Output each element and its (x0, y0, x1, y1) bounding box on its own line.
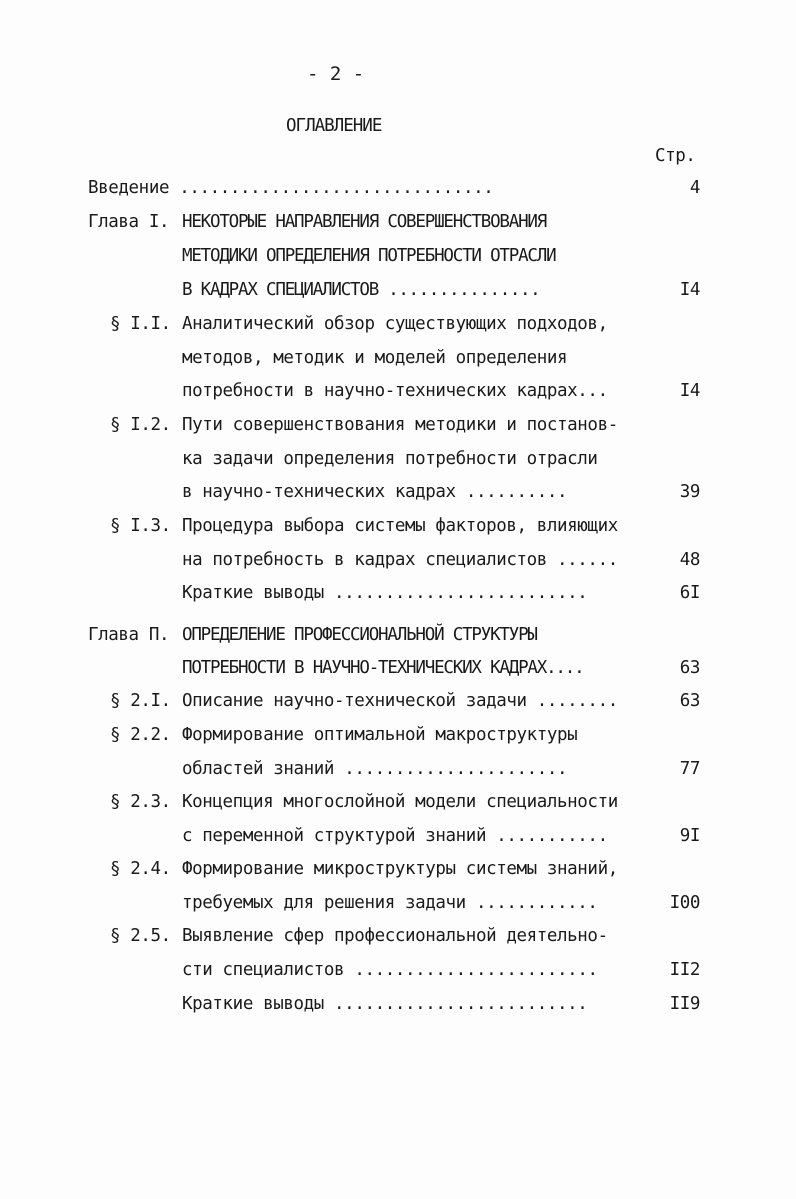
section-2-5-leader-dots: ........................ (354, 960, 598, 980)
summary1-entry (182, 583, 587, 603)
section-2-2-line1: Формирование оптимальной макроструктуры (182, 725, 578, 745)
summary1-leader-dots: ......................... (334, 583, 588, 603)
section-2-5-line2-text: сти специалистов (182, 960, 345, 980)
section-1-2-leader-dots: .......... (465, 482, 568, 502)
chapter1-label: Глава I. (88, 212, 170, 232)
chapter1-page: I4 (679, 280, 700, 300)
toc-title: ОГЛАВЛЕНИЕ (286, 116, 382, 136)
chapter1-title-line2: МЕТОДИКИ ОПРЕДЕЛЕНИЯ ПОТРЕБНОСТИ ОТРАСЛИ (182, 246, 556, 266)
toc-entry-intro (88, 178, 493, 198)
section-1-2-label: § I.2. (110, 415, 171, 435)
section-1-3-line1: Процедура выбора системы факторов, влияющих (182, 516, 618, 536)
section-2-4-line1: Формирование микроструктуры системы знаний, (182, 859, 618, 879)
section-2-1-line1: Описание научно-технической задачи ........ (182, 691, 618, 711)
section-2-4-page: I00 (669, 893, 700, 913)
section-2-5-line2 (182, 960, 598, 980)
section-2-2-label: § 2.2. (110, 725, 171, 745)
section-1-2-line2: ка задачи определения потребности отрасли (182, 449, 598, 469)
intro-leader-dots: ............................... (179, 178, 494, 198)
section-2-2-page: 77 (679, 759, 700, 779)
section-1-3-label: § I.3. (110, 516, 171, 536)
section-2-3-line1: Концепция многослойной модели специальности (182, 792, 618, 812)
summary2-text: Краткие выводы (182, 994, 324, 1014)
chapter2-label: Глава П. (88, 625, 170, 645)
chapter2-title-line1: ОПРЕДЕЛЕНИЕ ПРОФЕССИОНАЛЬНОЙ СТРУКТУРЫ (182, 625, 537, 645)
section-1-1-line1: Аналитический обзор существующих подходов, (182, 314, 608, 334)
section-1-1-line3: потребности в научно-технических кадрах... (182, 381, 608, 401)
intro-page: 4 (689, 178, 700, 198)
section-1-1-page: I4 (679, 381, 700, 401)
section-2-1-label: § 2.I. (110, 691, 171, 711)
section-2-2-line2-text: областей знаний (182, 759, 335, 779)
section-1-2-page: 39 (679, 482, 700, 502)
chapter1-title-line3 (182, 280, 540, 300)
summary2-entry (182, 994, 587, 1014)
section-1-3-line2: на потребность в кадрах специалистов ...... (182, 550, 618, 570)
summary2-page: II9 (669, 994, 700, 1014)
section-1-2-line1: Пути совершенствования методики и постанов- (182, 415, 618, 435)
chapter1-leader-dots: ............... (388, 280, 541, 300)
section-2-4-label: § 2.4. (110, 859, 171, 879)
chapter2-page: 63 (679, 658, 700, 678)
page-number: - 2 - (307, 63, 365, 85)
chapter1-title-line1: НЕКОТОРЫЕ НАПРАВЛЕНИЯ СОВЕРШЕНСТВОВАНИЯ (182, 212, 547, 232)
section-1-2-line3-text: в научно-технических кадрах (182, 482, 456, 502)
summary1-page: 6I (679, 583, 700, 603)
section-2-5-page: II2 (669, 960, 700, 980)
section-2-3-page: 9I (679, 826, 700, 846)
section-1-1-line2: методов, методик и моделей определения (182, 348, 568, 368)
section-2-5-label: § 2.5. (110, 926, 171, 946)
intro-label: Введение (88, 178, 170, 198)
section-2-1-page: 63 (679, 691, 700, 711)
section-2-3-line2: с переменной структурой знаний ........... (182, 826, 608, 846)
section-2-2-leader-dots: ...................... (344, 759, 568, 779)
summary1-text: Краткие выводы (182, 583, 324, 603)
section-1-1-label: § I.I. (110, 314, 171, 334)
section-1-3-page: 48 (679, 550, 700, 570)
section-2-5-line1: Выявление сфер профессиональной деятельно- (182, 926, 608, 946)
chapter2-title-line2: ПОТРЕБНОСТИ В НАУЧНО-ТЕХНИЧЕСКИХ КАДРАХ.... (182, 658, 584, 678)
section-2-4-line2: требуемых для решения задачи ............ (182, 893, 598, 913)
section-2-2-line2 (182, 759, 567, 779)
section-1-2-line3 (182, 482, 567, 502)
page-column-header: Стр. (655, 146, 696, 166)
chapter1-title-line3-text: В КАДРАХ СПЕЦИАЛИСТОВ (182, 280, 379, 300)
section-2-3-label: § 2.3. (110, 792, 171, 812)
summary2-leader-dots: ......................... (334, 994, 588, 1014)
